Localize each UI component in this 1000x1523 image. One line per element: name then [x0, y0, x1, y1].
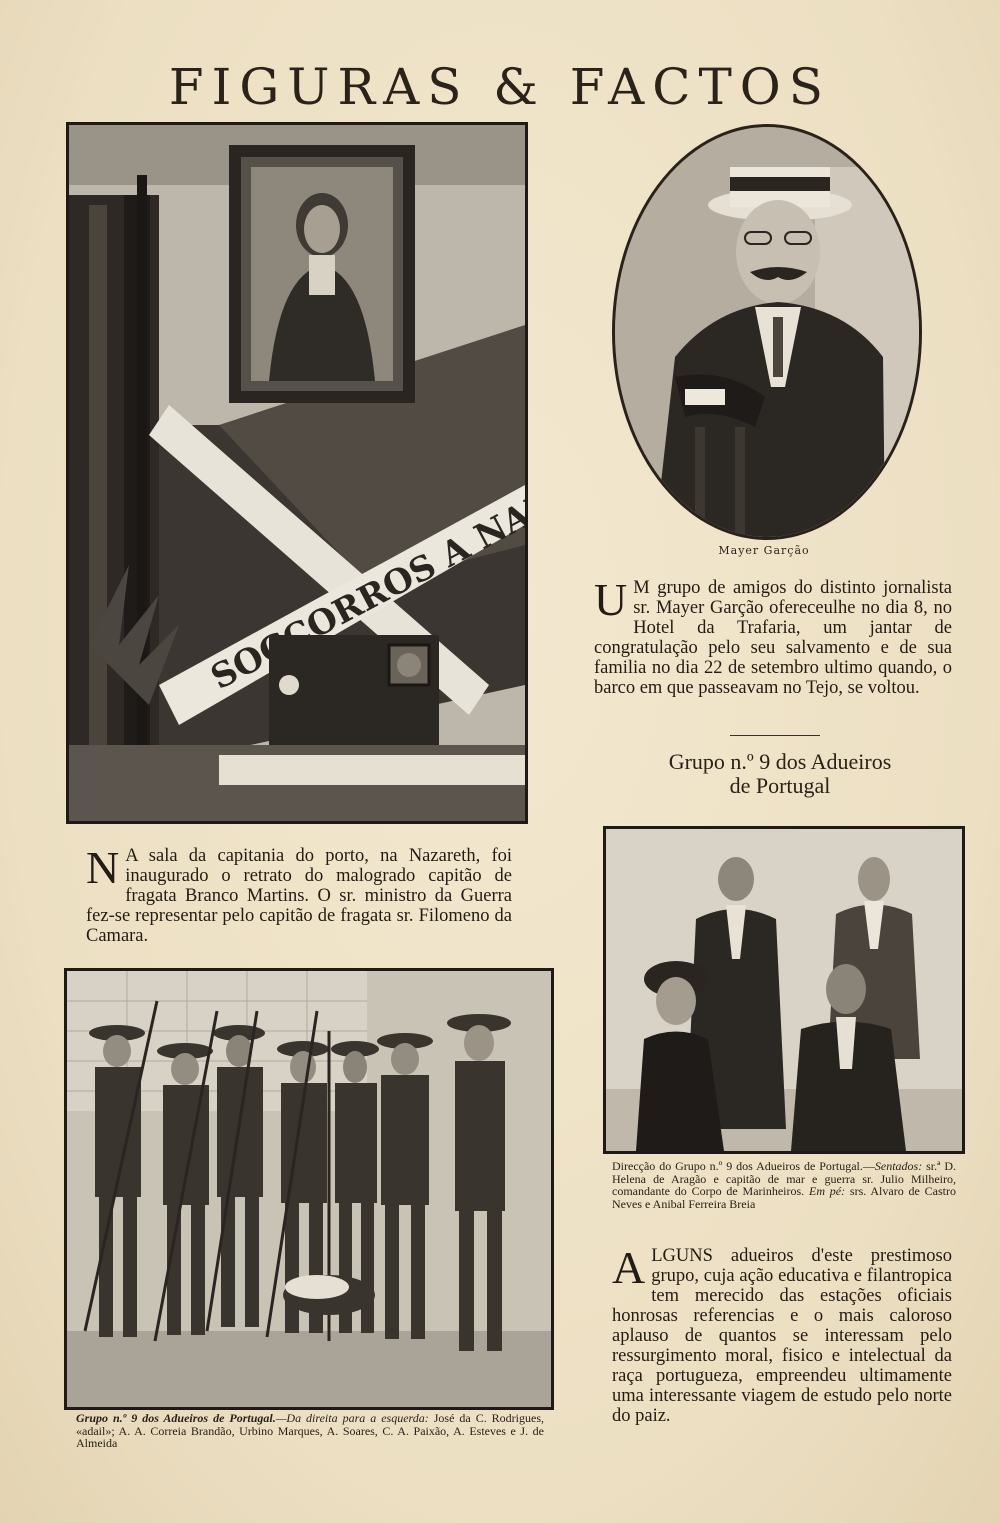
- nazareth-article: [86, 842, 512, 946]
- board-group-photo: [603, 826, 965, 1154]
- board-caption-standing-label: Em pé:: [808, 1184, 846, 1198]
- heading-line-2: de Portugal: [729, 773, 831, 798]
- adueiros-article-text: LGUNS adueiros d'este prestimoso grupo, cuja ação educativa e filantropica tem merecido das estações oficiais honrosas referencias e o mais caloroso aplauso de quantos se interessam pelo ressurgimento moral, fisico e intelectual da raça portugueza, empreendeu ultimamente uma interessante viagem de estudo pelo norte do paiz.: [612, 1246, 952, 1426]
- scouts-caption-lead: Grupo n.º 9 dos Adueiros de Portugal.: [76, 1411, 276, 1425]
- board-caption-standing-text: srs. Alvaro de Castro Neves e Anibal Ferreira Breia: [612, 1184, 956, 1211]
- portrait-caption: Mayer Garção: [718, 544, 810, 557]
- scouts-group-photo: [64, 968, 554, 1410]
- portrait-illustration: [615, 127, 919, 537]
- mayer-garcao-article: [594, 574, 952, 698]
- scouts-caption-names: José da C. Rodrigues, «adail»; A. A. Correia Brandão, Urbino Marques, A. Soares, C. A. Paixão, A. Esteves e J. de Almeida: [76, 1411, 545, 1450]
- heading-line-1: Grupo n.º 9 dos Adueiros: [668, 749, 892, 774]
- board-caption: [612, 1160, 956, 1210]
- board-illustration: [606, 829, 962, 1151]
- adueiros-dropcap: A: [612, 1242, 646, 1293]
- nazareth-dropcap: N: [86, 842, 120, 893]
- masthead-title: FIGURAS & FACTOS: [168, 58, 832, 116]
- nazareth-article-text: A sala da capitania do porto, na Nazareth, foi inaugurado o retrato do malogrado capitão de fragata Branco Martins. O sr. ministro da Guerra fez-se representar pelo capitão de fragata sr. Filomeno da Camara.: [86, 846, 512, 946]
- scouts-illustration: [67, 971, 551, 1407]
- memorial-photo: [66, 122, 528, 824]
- adueiros-article: [612, 1242, 952, 1426]
- scouts-caption-direction: —Da direita para a esquerda:: [275, 1411, 429, 1425]
- mayer-garcao-portrait: [612, 124, 922, 540]
- banner-lettering: SOCCORROS A: [204, 527, 477, 698]
- mayer-dropcap: U: [594, 574, 628, 625]
- board-caption-seated-label: Sentados:: [874, 1159, 923, 1173]
- board-caption-lead: Direcção do Grupo n.º 9 dos Adueiros de Portugal.—: [612, 1159, 875, 1173]
- board-caption-seated-text: sr.ª D. Helena de Aragão e capitão de mar e guerra sr. Julio Milheiro, comandante do Corpo de Marinheiros.: [612, 1159, 956, 1198]
- scouts-caption: [76, 1412, 544, 1450]
- adueiros-section-heading: [610, 750, 950, 798]
- memorial-illustration: [69, 125, 525, 821]
- section-divider: [730, 735, 820, 736]
- mayer-article-text: M grupo de amigos do distinto jornalista sr. Mayer Garção ofereceulhe no dia 8, no Hotel da Trafaria, um jantar de congratulação pelo seu salvamento e de sua familia no dia 22 de setembro ultimo quando, o barco em que passeavam no Tejo, se voltou.: [594, 578, 952, 698]
